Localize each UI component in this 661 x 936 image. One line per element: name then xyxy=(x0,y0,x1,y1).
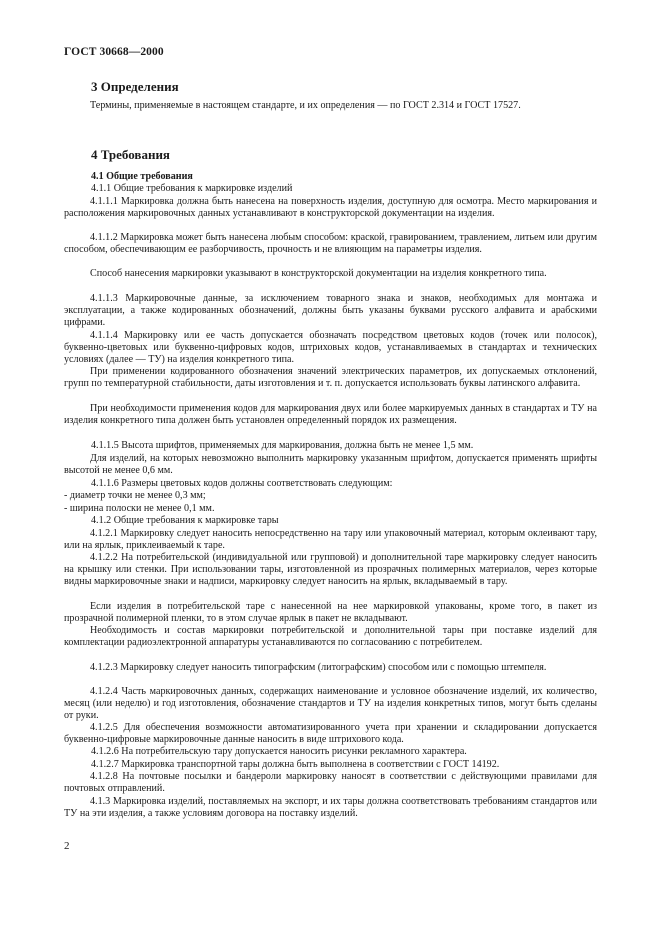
paragraph: 4.1.2.4 Часть маркировочных данных, содержащих наименование и условное обозначение изделий, их количество, месяц (или неделю) и год изготовления, обозначение стандартов и ТУ на изделия конкретных типов, могут быть сделаны от руки. xyxy=(64,686,597,721)
paragraph: 4.1.2 Общие требования к маркировке тары xyxy=(91,515,279,526)
paragraph: 4.1.2.3 Маркировку следует наносить типографским (литографским) способом или с помощью штемпеля. xyxy=(90,662,547,673)
paragraph: Для изделий, на которых невозможно выполнить маркировку указанным шрифтом, допускается применять шрифты высотой не менее 0,6 мм. xyxy=(64,453,597,476)
paragraph: 4.1.2.2 На потребительской (индивидуальной или групповой) и дополнительной таре маркировку следует наносить на крышку или стенки. При использовании тары, изготовленной из прозрачных полимерных материалов, через которые видны маркировочные знаки и надписи, маркировку следует наносить на ярлык, вкладываемый в тару. xyxy=(64,552,597,587)
paragraph: 4.1.2.7 Маркировка транспортной тары должна быть выполнена в соответствии с ГОСТ 14192. xyxy=(91,759,500,770)
paragraph: 4.1.2.8 На почтовые посылки и бандероли маркировку наносят в соответствии с действующими правилами для почтовых отправлений. xyxy=(64,771,597,794)
paragraph: 4.1.3 Маркировка изделий, поставляемых на экспорт, и их тары должна соответствовать требованиям стандартов или ТУ на эти изделия, а также условиям договора на поставку изделий. xyxy=(64,796,597,819)
paragraph: Если изделия в потребительской таре с нанесенной на нее маркировкой упакованы, кроме того, в пакет из прозрачной полимерной пленки, то в этом случае ярлык в пакет не вкладывают. xyxy=(64,601,597,624)
document-header: ГОСТ 30668—2000 xyxy=(64,46,164,58)
paragraph: 4.1.1.2 Маркировка может быть нанесена любым способом: краской, гравированием, травлением, литьем или другим способом, обеспечивающим ее разборчивость, прочность и не влияющим на параметры изделия. xyxy=(64,232,597,255)
page-number: 2 xyxy=(64,840,70,852)
paragraph: 4.1.2.5 Для обеспечения возможности автоматизированного учета при хранении и складировании допускается буквенно-цифровые маркировочные данные наносить в виде штрихового кода. xyxy=(64,722,597,745)
subsection-4-1-title: 4.1 Общие требования xyxy=(91,171,193,182)
paragraph: 4.1.1.1 Маркировка должна быть нанесена на поверхность изделия, доступную для осмотра. Место маркирования и расположения маркировочных данных устанавливают в конструкторской документации на изделия. xyxy=(64,196,597,219)
paragraph: При применении кодированного обозначения значений электрических параметров, их допускаемых отклонений, групп по температурной стабильности, даты изготовления и т. п. допускается использовать буквы латинского алфавита. xyxy=(64,366,597,389)
section-3-title: 3 Определения xyxy=(91,79,179,94)
paragraph: - диаметр точки не менее 0,3 мм; xyxy=(64,490,206,501)
section-4-title: 4 Требования xyxy=(91,147,170,162)
paragraph: 4.1.2.1 Маркировку следует наносить непосредственно на тару или упаковочный материал, которым оклеивают тару, или на ярлык, приклеиваемый к таре. xyxy=(64,528,597,551)
paragraph: - ширина полоски не менее 0,1 мм. xyxy=(64,503,215,514)
paragraph: 4.1.1.5 Высота шрифтов, применяемых для маркирования, должна быть не менее 1,5 мм. xyxy=(91,440,474,451)
paragraph: Способ нанесения маркировки указывают в конструкторской документации на изделия конкретного типа. xyxy=(90,268,547,279)
paragraph: 4.1.1.3 Маркировочные данные, за исключением товарного знака и знаков, необходимых для монтажа и эксплуатации, а также кодированных обозначений, должны быть указаны буквами русского алфавита и арабскими цифрами. xyxy=(64,293,597,328)
paragraph: 4.1.1 Общие требования к маркировке изделий xyxy=(91,183,293,194)
paragraph: 4.1.1.6 Размеры цветовых кодов должны соответствовать следующим: xyxy=(91,478,393,489)
paragraph: 4.1.1.4 Маркировку или ее часть допускается обозначать посредством цветовых кодов (точек или полосок), буквенно-цветовых или буквенно-цифровых кодов, штриховых кодов, устанавливаемых в стандартах и технических условиях (далее — ТУ) на изделия конкретного типа. xyxy=(64,330,597,365)
paragraph: 4.1.2.6 На потребительскую тару допускается наносить рисунки рекламного характера. xyxy=(91,746,467,757)
paragraph: При необходимости применения кодов для маркирования двух или более маркируемых данных в стандартах и ТУ на изделия конкретного типа должен быть установлен определенный порядок их размещения. xyxy=(64,403,597,426)
section-3-text: Термины, применяемые в настоящем стандарте, и их определения — по ГОСТ 2.314 и ГОСТ 17527. xyxy=(90,100,521,111)
paragraph: Необходимость и состав маркировки потребительской и дополнительной тары при поставке изделий для комплектации радиоэлектронной аппаратуры устанавливаются по согласованию с потребителем. xyxy=(64,625,597,648)
